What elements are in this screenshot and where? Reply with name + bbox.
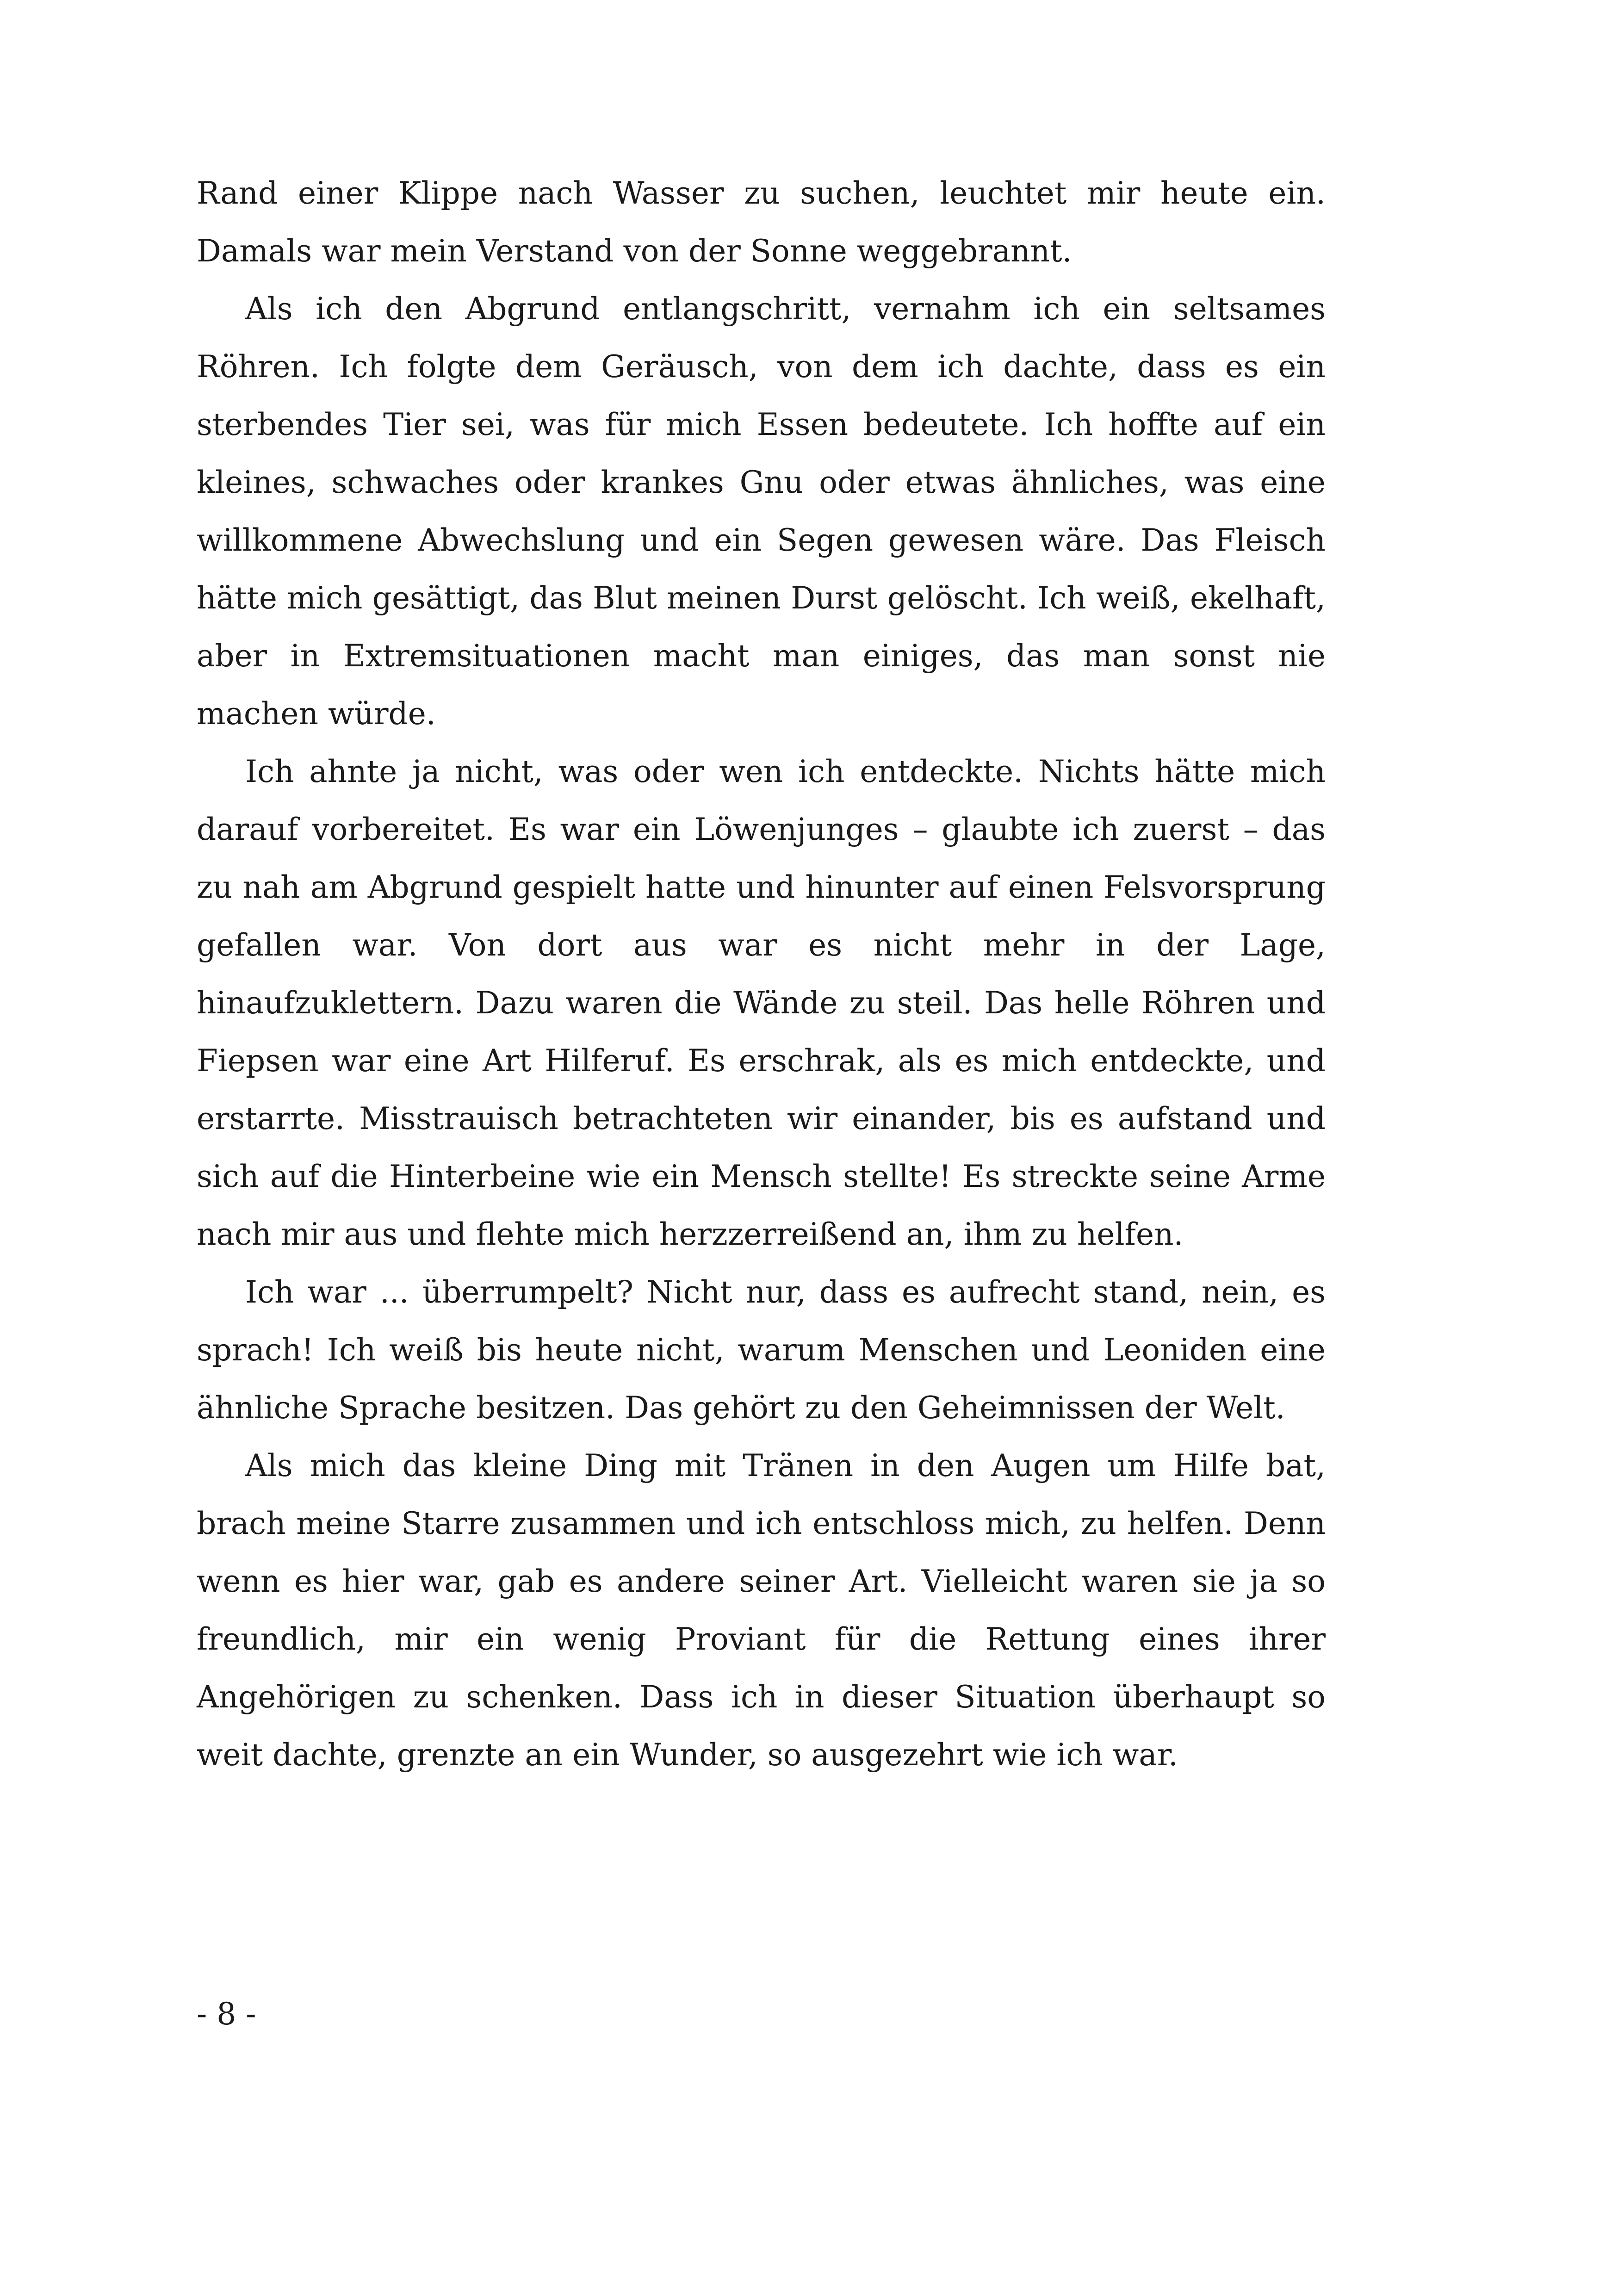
paragraph-continuation: Rand einer Klippe nach Wasser zu suchen, leuchtet mir heute ein. Damals war mein Verstand von der Sonne weggebrannt. — [197, 175, 1326, 269]
body-text — [197, 164, 1326, 1784]
page-number: - 8 - — [197, 1996, 256, 2032]
paragraph: Ich war ... überrumpelt? Nicht nur, dass es aufrecht stand, nein, es sprach! Ich weiß bis heute nicht, warum Menschen und Leoniden eine ähnliche Sprache besitzen. Das gehört zu den Geheimnissen der Welt. — [197, 1274, 1326, 1426]
paragraph: Ich ahnte ja nicht, was oder wen ich entdeckte. Nichts hätte mich darauf vorbereitet. Es war ein Löwenjunges – glaubte ich zuerst – das zu nah am Abgrund gespielt hatte und hinunter auf einen Felsvorsprung gefallen war. Von dort aus war es nicht mehr in der Lage, hinaufzuklettern. Dazu waren die Wände zu steil. Das helle Röhren und Fiepsen war eine Art Hilferuf. Es erschrak, als es mich entdeckte, und erstarrte. Misstrauisch betrachteten wir einander, bis es aufstand und sich auf die Hinterbeine wie ein Mensch stellte! Es streckte seine Arme nach mir aus und flehte mich herzzerreißend an, ihm zu helfen. — [197, 754, 1326, 1252]
paragraph: Als mich das kleine Ding mit Tränen in den Augen um Hilfe bat, brach meine Starre zusammen und ich entschloss mich, zu helfen. Denn wenn es hier war, gab es andere seiner Art. Vielleicht waren sie ja so freundlich, mir ein wenig Proviant für die Rettung eines ihrer Angehörigen zu schenken. Dass ich in dieser Situation überhaupt so weit dachte, grenzte an ein Wunder, so ausgezehrt wie ich war. — [197, 1448, 1326, 1773]
paragraph: Als ich den Abgrund entlangschritt, vernahm ich ein seltsames Röhren. Ich folgte dem Geräusch, von dem ich dachte, dass es ein sterbendes Tier sei, was für mich Essen bedeutete. Ich hoffte auf ein kleines, schwaches oder krankes Gnu oder etwas ähnliches, was eine willkommene Abwechslung und ein Segen gewesen wäre. Das Fleisch hätte mich gesättigt, das Blut meinen Durst gelöscht. Ich weiß, ekelhaft, aber in Extremsituationen macht man einiges, das man sonst nie machen würde. — [197, 291, 1326, 732]
